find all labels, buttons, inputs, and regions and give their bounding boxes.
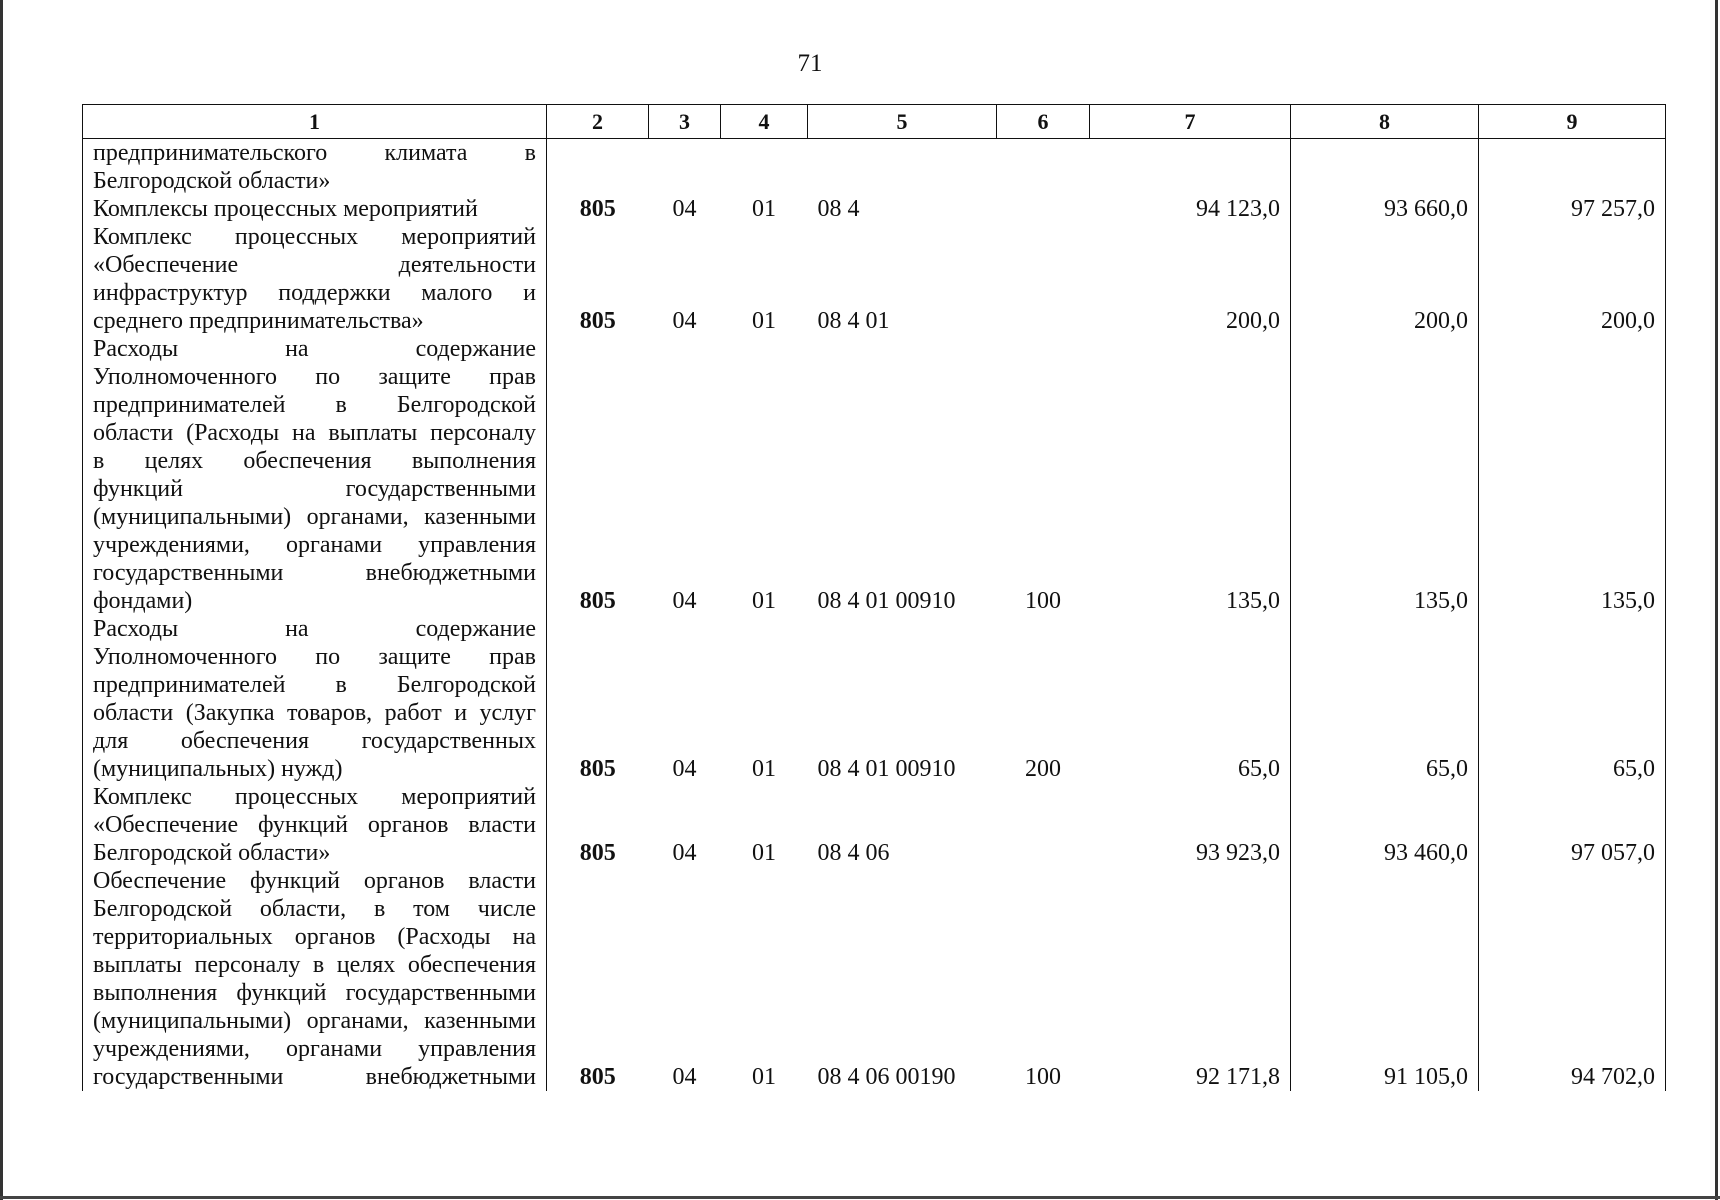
item-name-line: Белгородской области, в том числе	[93, 896, 536, 922]
item-name-line: предпринимательского климата в	[93, 140, 536, 166]
item-name-line: среднего предпринимательства»	[93, 308, 424, 334]
admin-code-cell: 805	[547, 335, 649, 615]
target-article-cell: 08 4 01 00910	[817, 756, 956, 782]
expense-type-cell	[997, 783, 1090, 867]
subsection-cell: 01	[752, 840, 776, 866]
amount-year3-cell: 94 702,0	[1479, 867, 1666, 1091]
item-name-cell	[83, 139, 547, 196]
amount-year1-cell: 65,0	[1090, 615, 1291, 783]
section-cell	[649, 139, 721, 196]
amount-year3-cell: 135,0	[1479, 335, 1666, 615]
item-name-line: Уполномоченного по защите прав	[93, 644, 536, 670]
amount-year3-cell	[1479, 139, 1666, 196]
col-header-5: 5	[808, 105, 997, 139]
col-header-4: 4	[721, 105, 808, 139]
subsection-cell: 01	[752, 308, 776, 334]
page-border-bottom	[0, 1196, 1720, 1199]
item-name-line: Белгородской области»	[93, 840, 331, 866]
amount-year2-cell: 135,0	[1291, 335, 1479, 615]
col-header-6: 6	[997, 105, 1090, 139]
item-name-line: учреждениями, органами управления	[93, 532, 536, 558]
section-cell: 04	[672, 756, 697, 782]
expense-type-cell: 100	[1025, 1064, 1061, 1090]
item-name-line: Белгородской области»	[93, 168, 331, 194]
item-name-line: (муниципальных) нужд)	[93, 756, 343, 782]
item-name-line: фондами)	[93, 588, 193, 614]
item-name-line: выполнения функций государственными	[93, 980, 536, 1006]
col-header-2: 2	[547, 105, 649, 139]
item-name-line: Расходы на содержание	[93, 336, 536, 362]
admin-code-cell: 805	[547, 195, 649, 223]
item-name-line: «Обеспечение деятельности	[93, 252, 536, 278]
item-name-line: предпринимателей в Белгородской	[93, 672, 536, 698]
amount-year3-cell: 200,0	[1479, 223, 1666, 335]
section-cell: 04	[672, 196, 697, 222]
header-row	[83, 105, 1666, 139]
admin-code-cell: 805	[547, 783, 649, 867]
expense-type-cell	[997, 223, 1090, 335]
section-cell: 04	[672, 1064, 697, 1090]
item-name-line: области (Закупка товаров, работ и услуг	[93, 700, 536, 726]
item-name-line: для обеспечения государственных	[93, 728, 536, 754]
amount-year3-cell: 97 257,0	[1479, 195, 1666, 223]
expense-type-cell	[997, 195, 1090, 223]
target-article-cell: 08 4 06	[817, 840, 890, 866]
target-article-cell: 08 4 01	[817, 308, 890, 334]
item-name-line: Уполномоченного по защите прав	[93, 364, 536, 390]
col-header-1: 1	[83, 105, 547, 139]
target-article-cell: 08 4	[817, 196, 860, 222]
item-name-cell	[83, 615, 547, 783]
item-name-line: предпринимателей в Белгородской	[93, 392, 536, 418]
section-cell: 04	[672, 840, 697, 866]
col-header-8: 8	[1291, 105, 1479, 139]
target-article-cell: 08 4 01 00910	[817, 588, 956, 614]
item-name-line: Комплексы процессных мероприятий	[93, 196, 478, 222]
item-name-line: государственными внебюджетными	[93, 560, 536, 586]
table-row	[83, 615, 1666, 783]
table-body	[83, 139, 1666, 1092]
item-name-line: (муниципальными) органами, казенными	[93, 1008, 536, 1034]
item-name-line: Обеспечение функций органов власти	[93, 868, 536, 894]
amount-year3-cell: 65,0	[1479, 615, 1666, 783]
amount-year1-cell: 135,0	[1090, 335, 1291, 615]
item-name-cell	[83, 195, 547, 223]
item-name-cell	[83, 335, 547, 615]
amount-year2-cell: 93 660,0	[1291, 195, 1479, 223]
item-name-cell	[83, 223, 547, 335]
amount-year3-cell: 97 057,0	[1479, 783, 1666, 867]
item-name-line: инфраструктур поддержки малого и	[93, 280, 536, 306]
section-cell: 04	[672, 308, 697, 334]
admin-code-cell	[547, 139, 649, 196]
expense-type-cell: 200	[1025, 756, 1061, 782]
amount-year2-cell	[1291, 139, 1479, 196]
table-row	[83, 139, 1666, 196]
item-name-line: учреждениями, органами управления	[93, 1036, 536, 1062]
table-row	[83, 783, 1666, 867]
expense-type-cell: 100	[1025, 588, 1061, 614]
page-border-left	[0, 0, 3, 1200]
item-name-line: территориальных органов (Расходы на	[93, 924, 536, 950]
item-name-line: государственными внебюджетными	[93, 1064, 536, 1090]
amount-year2-cell: 65,0	[1291, 615, 1479, 783]
budget-table	[82, 104, 1666, 1091]
subsection-cell: 01	[752, 196, 776, 222]
item-name-line: функций государственными	[93, 476, 536, 502]
section-cell: 04	[672, 588, 697, 614]
amount-year1-cell: 93 923,0	[1090, 783, 1291, 867]
admin-code-cell: 805	[547, 867, 649, 1091]
col-header-7: 7	[1090, 105, 1291, 139]
subsection-cell: 01	[752, 756, 776, 782]
subsection-cell: 01	[752, 588, 776, 614]
table-row	[83, 195, 1666, 223]
amount-year1-cell: 200,0	[1090, 223, 1291, 335]
page-number: 71	[797, 50, 823, 77]
table-row	[83, 867, 1666, 1091]
table-header	[83, 105, 1666, 139]
item-name-line: (муниципальными) органами, казенными	[93, 504, 536, 530]
item-name-line: Комплекс процессных мероприятий	[93, 784, 536, 810]
amount-year2-cell: 91 105,0	[1291, 867, 1479, 1091]
item-name-line: в целях обеспечения выполнения	[93, 448, 536, 474]
admin-code-cell: 805	[547, 615, 649, 783]
amount-year2-cell: 93 460,0	[1291, 783, 1479, 867]
subsection-cell	[721, 139, 808, 196]
amount-year2-cell: 200,0	[1291, 223, 1479, 335]
admin-code-cell: 805	[547, 223, 649, 335]
table-row	[83, 335, 1666, 615]
target-article-cell	[808, 139, 997, 196]
item-name-line: «Обеспечение функций органов власти	[93, 812, 536, 838]
item-name-line: выплаты персоналу в целях обеспечения	[93, 952, 536, 978]
page-border-right	[1715, 0, 1718, 1200]
target-article-cell: 08 4 06 00190	[817, 1064, 956, 1090]
amount-year1-cell: 92 171,8	[1090, 867, 1291, 1091]
col-header-9: 9	[1479, 105, 1666, 139]
amount-year1-cell	[1090, 139, 1291, 196]
table-row	[83, 223, 1666, 335]
amount-year1-cell: 94 123,0	[1090, 195, 1291, 223]
subsection-cell: 01	[752, 1064, 776, 1090]
item-name-cell	[83, 783, 547, 867]
item-name-line: Комплекс процессных мероприятий	[93, 224, 536, 250]
item-name-line: области (Расходы на выплаты персоналу	[93, 420, 536, 446]
expense-type-cell	[997, 139, 1090, 196]
col-header-3: 3	[649, 105, 721, 139]
item-name-cell	[83, 867, 547, 1091]
item-name-line: Расходы на содержание	[93, 616, 536, 642]
